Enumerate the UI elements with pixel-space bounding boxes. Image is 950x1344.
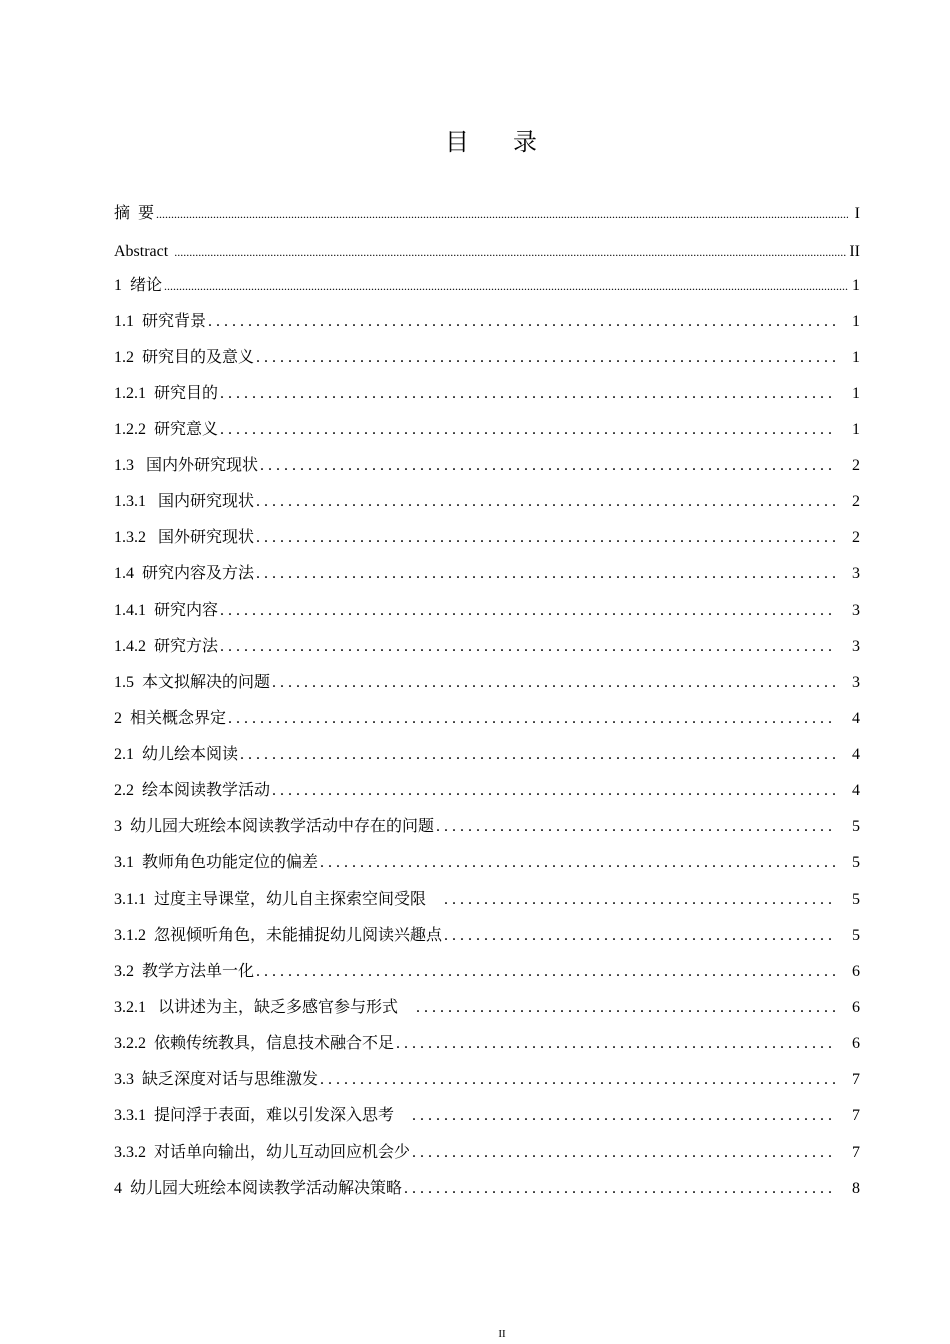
toc-entry[interactable]	[114, 234, 860, 262]
toc-entry-page: I	[854, 205, 860, 222]
toc-entry-page: 8	[852, 1180, 860, 1197]
toc-entry[interactable]	[114, 665, 860, 693]
toc-entry[interactable]	[114, 268, 860, 296]
dot-leader	[416, 998, 836, 1018]
toc-entry-page: 6	[852, 1035, 860, 1052]
toc-entry[interactable]	[114, 448, 860, 476]
dot-leader	[220, 384, 836, 404]
toc-entry[interactable]	[114, 773, 860, 801]
toc-entry-label: Abstract	[114, 243, 173, 260]
toc-entry-page: 1	[852, 385, 860, 402]
toc-entry-page: 4	[852, 710, 860, 727]
dot-leader	[272, 673, 836, 693]
dot-leader	[260, 456, 836, 476]
toc-entry-label: 1.2.2 研究意义	[114, 421, 219, 438]
toc-entry-label: 3.1.2 忽视倾听角色，未能捕捉幼儿阅读兴趣点	[114, 927, 443, 944]
dot-leader	[444, 926, 836, 946]
toc-entry-label: 2.1 幼儿绘本阅读	[114, 746, 239, 763]
toc-entry[interactable]	[114, 1062, 860, 1090]
toc-entry[interactable]	[114, 484, 860, 512]
toc-entry-page: 2	[852, 493, 860, 510]
toc-entry-page: 1	[852, 277, 860, 294]
dot-leader	[436, 817, 836, 837]
dot-leader	[256, 492, 836, 512]
toc-entry[interactable]	[114, 1171, 860, 1199]
toc-entry-label: 3.2.1 以讲述为主，缺乏多感官参与形式	[114, 999, 415, 1016]
toc-entry-label: 1.3.1 国内研究现状	[114, 493, 255, 510]
toc-entry-label: 3.3 缺乏深度对话与思维激发	[114, 1071, 319, 1088]
title-char-2: 录	[513, 130, 537, 156]
dot-leader	[228, 709, 836, 729]
toc-entry[interactable]	[114, 196, 860, 224]
toc-entry[interactable]	[114, 1026, 860, 1054]
toc-entry-page: 3	[852, 602, 860, 619]
toc-entry-label: 1.4.1 研究内容	[114, 602, 219, 619]
toc-entry-page: 7	[852, 1144, 860, 1161]
dot-leader	[272, 781, 836, 801]
dot-leader	[208, 312, 836, 332]
toc-entry-label: 1.2.1 研究目的	[114, 385, 219, 402]
dot-leader	[396, 1034, 836, 1054]
toc-entry-page: 2	[852, 529, 860, 546]
dot-leader	[156, 204, 848, 224]
dot-leader	[320, 853, 836, 873]
toc-entry-page: 3	[852, 565, 860, 582]
toc-entry-label: 1.4 研究内容及方法	[114, 565, 255, 582]
toc-entry-page: 5	[852, 818, 860, 835]
toc-entry-label: 1.3.2 国外研究现状	[114, 529, 255, 546]
dot-leader	[256, 564, 836, 584]
page-title	[0, 122, 950, 157]
toc-entry-page: 5	[852, 891, 860, 908]
toc-entry-label: 4 幼儿园大班绘本阅读教学活动解决策略	[114, 1180, 403, 1197]
dot-leader	[404, 1179, 836, 1199]
toc-entry[interactable]	[114, 412, 860, 440]
toc-entry-page: 4	[852, 746, 860, 763]
dot-leader	[220, 601, 836, 621]
toc-entry-page: 2	[852, 457, 860, 474]
toc-entry-label: 1.2 研究目的及意义	[114, 349, 255, 366]
toc-entry-page: II	[849, 243, 860, 260]
dot-leader	[220, 420, 836, 440]
dot-leader	[240, 745, 836, 765]
toc-entry[interactable]	[114, 629, 860, 657]
toc-entry-label: 1.3 国内外研究现状	[114, 457, 259, 474]
dot-leader	[256, 528, 836, 548]
toc-entry[interactable]	[114, 845, 860, 873]
toc-entry[interactable]	[114, 376, 860, 404]
toc-entry[interactable]	[114, 304, 860, 332]
dot-leader	[174, 242, 847, 262]
dot-leader	[444, 890, 836, 910]
toc-entry[interactable]	[114, 882, 860, 910]
toc-entry-page: 3	[852, 674, 860, 691]
toc-entry-page: 6	[852, 999, 860, 1016]
toc-entry-label: 1.5 本文拟解决的问题	[114, 674, 271, 691]
toc-entry[interactable]	[114, 990, 860, 1018]
toc-entry-page: 3	[852, 638, 860, 655]
dot-leader	[320, 1070, 836, 1090]
toc-entry-label: 1 绪论	[114, 277, 163, 294]
toc-entry-page: 1	[852, 421, 860, 438]
dot-leader	[164, 276, 848, 296]
toc-entry-label: 3.3.1 提问浮于表面，难以引发深入思考	[114, 1107, 411, 1124]
dot-leader	[412, 1106, 836, 1126]
toc-entry-page: 4	[852, 782, 860, 799]
toc-entry-page: 6	[852, 963, 860, 980]
toc-entry[interactable]	[114, 954, 860, 982]
toc-entry[interactable]	[114, 737, 860, 765]
dot-leader	[412, 1143, 836, 1163]
toc-entry-page: 7	[852, 1071, 860, 1088]
toc-entry-label: 摘 要	[114, 205, 155, 222]
toc-entry-page: 5	[852, 854, 860, 871]
toc-entry[interactable]	[114, 809, 860, 837]
toc-entry[interactable]	[114, 340, 860, 368]
title-char-1: 目	[445, 130, 469, 156]
toc-entry[interactable]	[114, 1098, 860, 1126]
toc-entry[interactable]	[114, 520, 860, 548]
toc-entry-label: 1.1 研究背景	[114, 313, 207, 330]
toc-entry-label: 3.1.1 过度主导课堂，幼儿自主探索空间受限	[114, 891, 443, 908]
dot-leader	[256, 348, 836, 368]
toc-entry-label: 3.2 教学方法单一化	[114, 963, 255, 980]
dot-leader	[220, 637, 836, 657]
toc-entry-label: 2 相关概念界定	[114, 710, 227, 727]
toc-entry[interactable]	[114, 556, 860, 584]
toc-entry-label: 3.1 教师角色功能定位的偏差	[114, 854, 319, 871]
toc-entry[interactable]	[114, 593, 860, 621]
page-number: II	[498, 1328, 506, 1340]
toc-entry-label: 3.3.2 对话单向输出，幼儿互动回应机会少	[114, 1144, 411, 1161]
toc-entry[interactable]	[114, 918, 860, 946]
toc-entry-label: 1.4.2 研究方法	[114, 638, 219, 655]
toc-entry-label: 2.2 绘本阅读教学活动	[114, 782, 271, 799]
dot-leader	[256, 962, 836, 982]
toc-entry-page: 7	[852, 1107, 860, 1124]
toc-entry[interactable]	[114, 701, 860, 729]
toc-entry-page: 5	[852, 927, 860, 944]
toc-entry-page: 1	[852, 313, 860, 330]
toc-entry-page: 1	[852, 349, 860, 366]
toc-entry[interactable]	[114, 1135, 860, 1163]
toc-entry-label: 3.2.2 依赖传统教具，信息技术融合不足	[114, 1035, 395, 1052]
toc-entry-label: 3 幼儿园大班绘本阅读教学活动中存在的问题	[114, 818, 435, 835]
